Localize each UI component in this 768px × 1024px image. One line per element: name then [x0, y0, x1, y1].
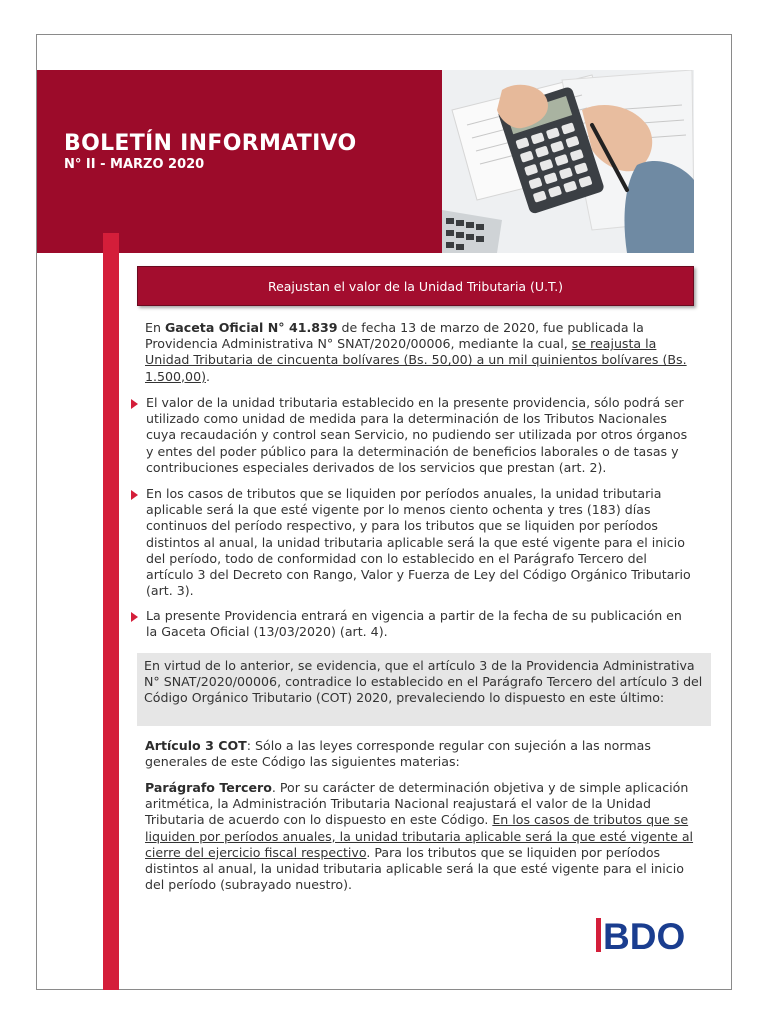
- bullet-arrow-icon: [131, 612, 138, 622]
- article-3-cot: Artículo 3 COT: Sólo a las leyes corresponde regular con sujeción a las normas generales de este Código las siguientes materias:: [145, 738, 651, 770]
- accent-stripe: [103, 233, 119, 990]
- bdo-logo: [596, 916, 696, 954]
- svg-text:BDO: BDO: [603, 916, 686, 954]
- bulletin-issue: N° II - MARZO 2020: [64, 157, 205, 172]
- bullet-arrow-icon: [131, 490, 138, 500]
- calculator-photo: [442, 70, 694, 253]
- bullet-item: En los casos de tributos que se liquiden por períodos anuales, la unidad tributaria aplicable será la que esté vigente por lo menos ciento ochenta y tres (183) días continuos del período respectivo, y para los tributos que se liquiden por períodos distintos al anual, la unidad tributaria aplicable será la que esté vigente para el inicio del período, todo de conformidad con lo establecido en el Parágrafo Tercero del artículo 3 del Decreto con Rango, Valor y Fuerza de Ley del Código Orgánico Tributario (art. 3).: [146, 486, 691, 599]
- paragrafo-tercero: Parágrafo Tercero. Por su carácter de determinación objetiva y de simple aplicación aritmética, la Administración Tributaria Nacional reajustará el valor de la Unidad Tributaria de acuerdo con lo dispuesto en este Código. En los casos de tributos que se liquiden por períodos anuales, la unidad tributaria aplicable será la que esté vigente al cierre del ejercicio fiscal respectivo. Para los tributos que se liquiden por períodos distintos al anual, la unidad tributaria aplicable será la que esté vigente para el inicio del período (subrayado nuestro).: [145, 780, 694, 893]
- bullet-arrow-icon: [131, 399, 138, 409]
- bullet-item: El valor de la unidad tributaria establecido en la presente providencia, sólo podrá ser utilizado como unidad de medida para la determinación de los Tributos Nacionales cuya recaudación y control sean Servicio, no pudiendo ser utilizada por otros órganos y entes del poder público para la determinación de beneficios laborales o de tasas y contribuciones especiales derivados de los servicios que prestan (art. 2).: [146, 395, 688, 475]
- section-heading: Reajustan el valor de la Unidad Tributaria (U.T.): [137, 266, 694, 306]
- bulletin-title: BOLETÍN INFORMATIVO: [64, 131, 357, 156]
- intro-paragraph: En Gaceta Oficial N° 41.839 de fecha 13 de marzo de 2020, fue publicada la Providencia Administrativa N° SNAT/2020/00006, mediante la cual, se reajusta la Unidad Tributaria de cincuenta bolívares (Bs. 50,00) a un mil quinientos bolívares (Bs. 1.500,00).: [145, 320, 687, 384]
- bullet-item: La presente Providencia entrará en vigencia a partir de la fecha de su publicación en la Gaceta Oficial (13/03/2020) (art. 4).: [146, 608, 682, 640]
- note-paragraph: En virtud de lo anterior, se evidencia, que el artículo 3 de la Providencia Administrativa N° SNAT/2020/00006, contradice lo establecido en el Parágrafo Tercero del artículo 3 del Código Orgánico Tributario (COT) 2020, prevaleciendo lo dispuesto en este último:: [144, 658, 703, 706]
- calculator-hands-illustration: [442, 70, 694, 253]
